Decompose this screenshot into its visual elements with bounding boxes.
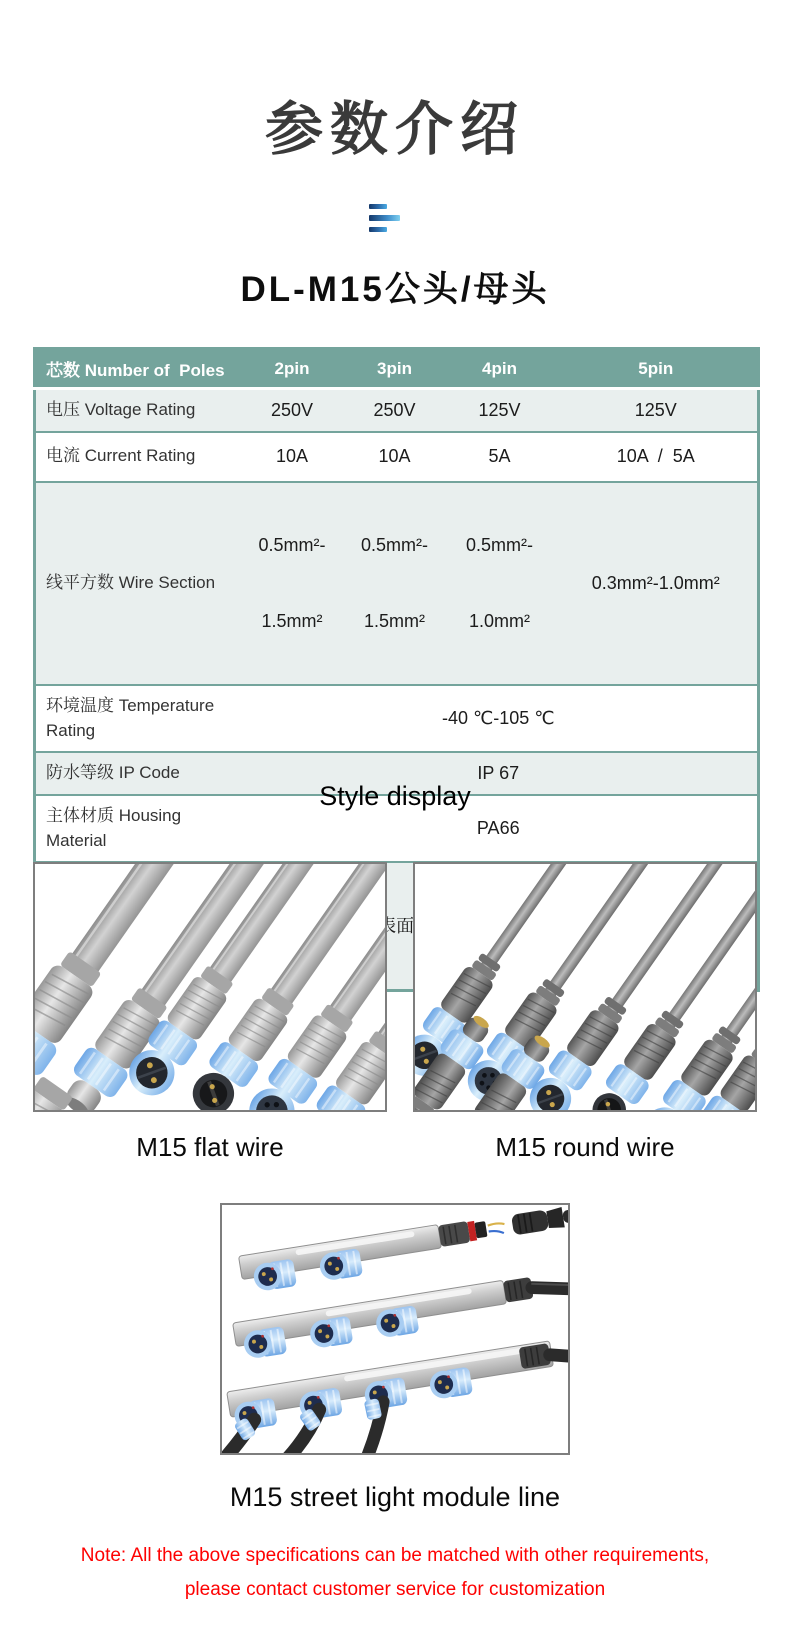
module-line-caption: M15 street light module line xyxy=(229,1482,561,1512)
current-2pin: 10A xyxy=(275,446,309,467)
row-voltage-rating xyxy=(35,389,759,432)
round-wire-caption: M15 round wire xyxy=(495,1132,675,1162)
voltage-5pin: 125V xyxy=(634,399,677,420)
flat-wire-illustration xyxy=(35,864,385,1110)
module-line-image xyxy=(220,1203,570,1455)
row-temperature-rating xyxy=(35,685,759,752)
temperature-value: -40 ℃-105 ℃ xyxy=(442,708,555,729)
voltage-2pin: 250V xyxy=(270,399,314,420)
accent-bar-middle xyxy=(369,215,400,221)
temperature-label: 环境温度 Temperature Rating xyxy=(46,696,215,740)
wire-2pin: 0.5mm²- 1.5mm² xyxy=(258,535,326,631)
product-model-title: DL-M15公头/母头 xyxy=(240,270,550,309)
page-title: 参数介绍 xyxy=(264,97,525,162)
row-current-rating xyxy=(35,432,759,482)
spec-col-4pin: 4pin xyxy=(445,349,555,389)
housing-value: PA66 xyxy=(476,818,520,839)
note-line-2: please contact customer service for customization xyxy=(184,1579,606,1600)
module-line-illustration xyxy=(222,1205,568,1453)
accent-bar-bottom xyxy=(369,227,387,232)
wire-5pin: 0.3mm²-1.0mm² xyxy=(591,572,720,593)
voltage-3pin: 250V xyxy=(373,399,416,420)
row-wire-section xyxy=(35,482,759,686)
accent-bars-icon xyxy=(369,204,429,232)
accent-bar-top xyxy=(369,204,387,209)
current-label: 电流 Current Rating xyxy=(46,446,196,466)
spec-col-3pin: 3pin xyxy=(345,349,445,389)
current-4pin: 5A xyxy=(488,446,511,467)
voltage-4pin: 125V xyxy=(478,399,521,420)
current-5pin: 10A / 5A xyxy=(616,446,695,467)
spec-header-row xyxy=(35,349,759,389)
current-3pin: 10A xyxy=(378,446,411,467)
customization-note xyxy=(0,1539,790,1607)
spec-col-2pin: 2pin xyxy=(240,349,345,389)
note-line-1: Note: All the above specifications can be matched with other requirements, xyxy=(80,1545,710,1566)
spec-col-5pin: 5pin xyxy=(555,349,759,389)
flat-wire-image xyxy=(33,862,387,1112)
spec-header-label: 芯数 Number of Poles xyxy=(35,349,240,389)
mating-connector xyxy=(511,1205,568,1235)
round-wire-image xyxy=(413,862,757,1112)
style-display-heading: Style display xyxy=(319,781,471,811)
flat-wire-caption: M15 flat wire xyxy=(136,1132,284,1162)
wire-4pin: 0.5mm²- 1.0mm² xyxy=(466,535,533,631)
wire-3pin: 0.5mm²- 1.5mm² xyxy=(361,535,428,631)
voltage-label: 电压 Voltage Rating xyxy=(46,400,196,419)
ip-value: IP 67 xyxy=(477,763,520,784)
housing-label: 主体材质 Housing Material xyxy=(46,806,182,850)
wire-label: 线平方数 Wire Section xyxy=(46,573,216,593)
ip-label: 防水等级 IP Code xyxy=(46,763,180,783)
round-wire-illustration xyxy=(415,864,755,1110)
